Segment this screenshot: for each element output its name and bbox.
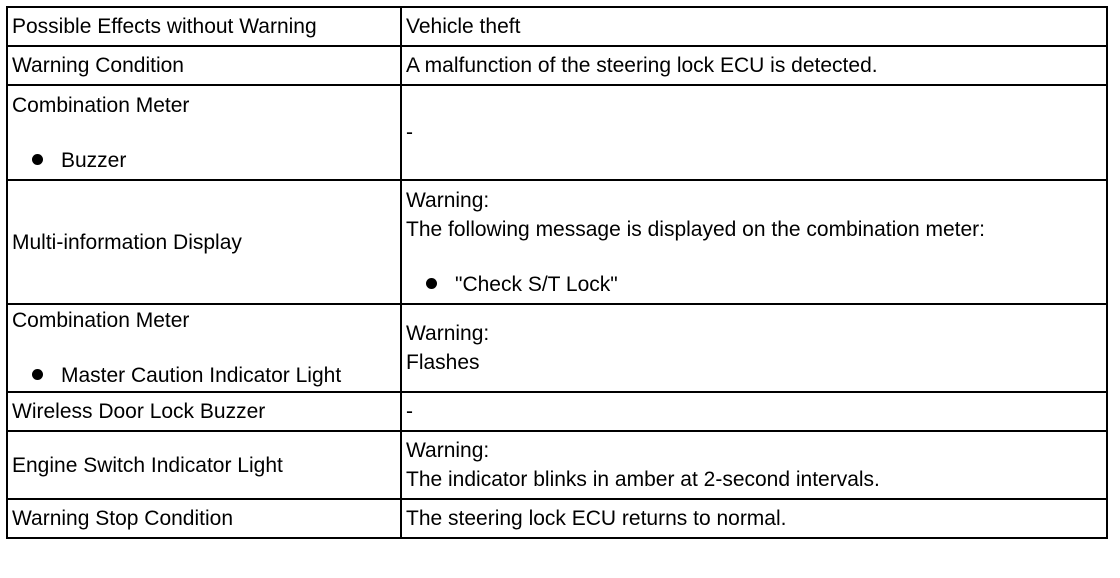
value-text: - (406, 400, 413, 423)
table-row (7, 46, 1107, 85)
value-text: - (406, 121, 413, 144)
spacer (406, 244, 1102, 270)
bullet-item (406, 270, 1102, 299)
row-label (7, 7, 401, 46)
label-title: Combination Meter (12, 93, 190, 117)
table-row (7, 392, 1107, 431)
row-label (7, 499, 401, 538)
bullet-icon (32, 369, 43, 380)
row-value (401, 304, 1107, 392)
table-row (7, 499, 1107, 538)
value-text: The following message is displayed on the combination meter: (406, 217, 985, 241)
warning-spec-table (6, 6, 1108, 539)
value-text: A malfunction of the steering lock ECU is detected. (406, 54, 878, 77)
label-text: Warning Stop Condition (12, 507, 234, 530)
row-value (401, 85, 1107, 180)
value-text: Flashes (406, 351, 480, 374)
label-title: Combination Meter (12, 309, 190, 332)
value-text: Vehicle theft (406, 15, 521, 38)
value-heading: Warning: (406, 439, 490, 462)
row-label (7, 431, 401, 499)
bullet-item (12, 361, 396, 390)
bullet-text: Master Caution Indicator Light (61, 364, 342, 387)
bullet-icon (32, 154, 43, 165)
bullet-item (12, 146, 396, 175)
row-value (401, 392, 1107, 431)
spacer (12, 335, 396, 361)
row-value (401, 499, 1107, 538)
row-value (401, 46, 1107, 85)
row-value (401, 431, 1107, 499)
row-label (7, 304, 401, 392)
row-label (7, 180, 401, 304)
bullet-icon (426, 278, 437, 289)
table-row (7, 7, 1107, 46)
value-text: The steering lock ECU returns to normal. (406, 507, 787, 530)
label-text: Wireless Door Lock Buzzer (12, 400, 266, 423)
table-row (7, 304, 1107, 392)
bullet-text: "Check S/T Lock" (455, 272, 618, 296)
bullet-text: Buzzer (61, 148, 127, 172)
label-text: Engine Switch Indicator Light (12, 453, 283, 477)
row-label (7, 46, 401, 85)
row-label (7, 85, 401, 180)
table-row (7, 85, 1107, 180)
value-text: The indicator blinks in amber at 2-second intervals. (406, 468, 880, 491)
spacer (12, 120, 396, 146)
row-value (401, 180, 1107, 304)
table-row (7, 431, 1107, 499)
label-text: Possible Effects without Warning (12, 15, 317, 38)
value-heading: Warning: (406, 188, 490, 212)
row-value (401, 7, 1107, 46)
value-heading: Warning: (406, 322, 490, 345)
label-text: Warning Condition (12, 54, 184, 77)
table-row (7, 180, 1107, 304)
row-label (7, 392, 401, 431)
label-text: Multi-information Display (12, 230, 242, 254)
